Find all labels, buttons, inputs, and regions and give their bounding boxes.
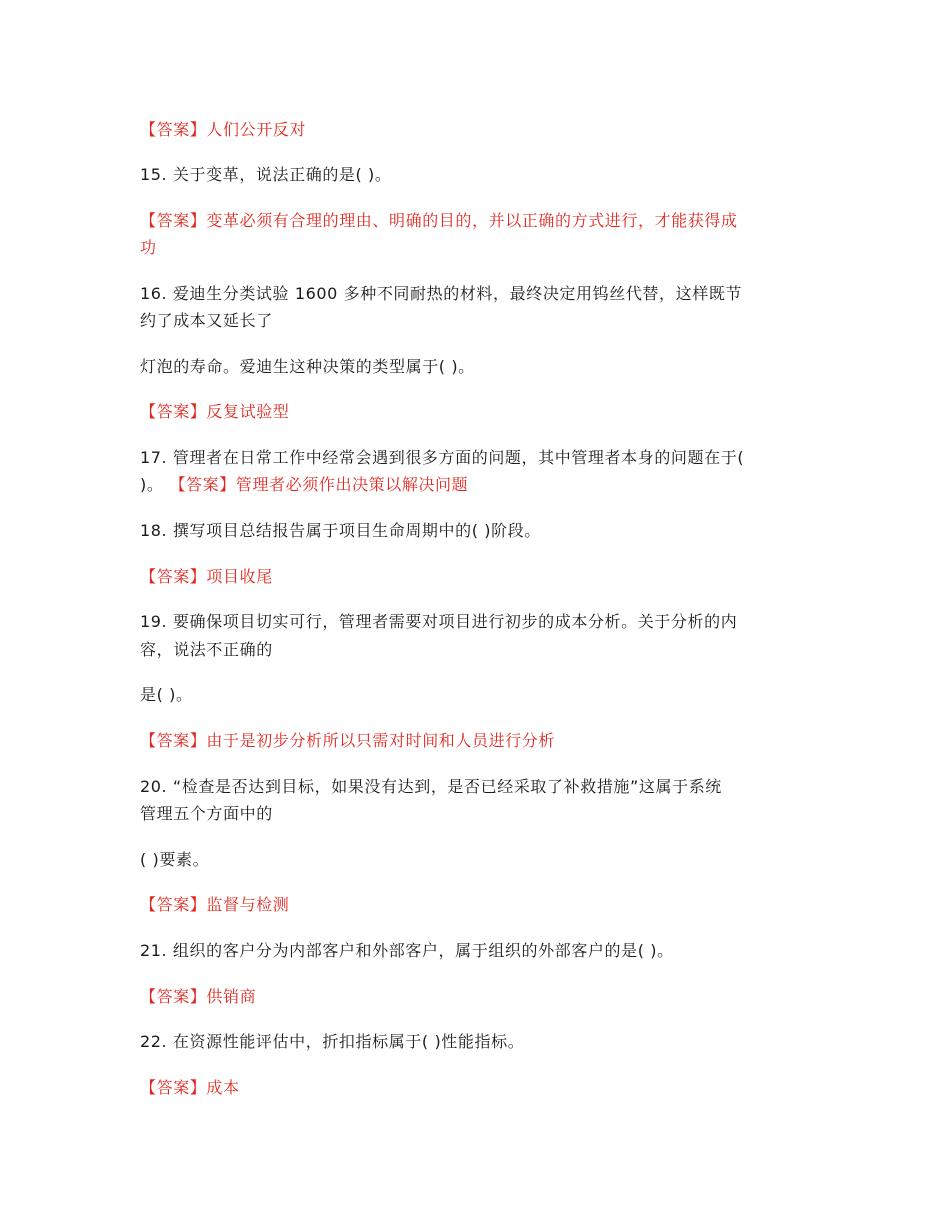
question-20-line-1: 20. “检查是否达到目标，如果没有达到，是否已经采取了补救措施”这属于系统: [140, 777, 722, 796]
answer-14: 【答案】人们公开反对: [140, 120, 307, 139]
question-18: 18. 撰写项目总结报告属于项目生命周期中的( )阶段。: [140, 521, 541, 540]
question-22: 22. 在资源性能评估中，折扣指标属于( )性能指标。: [140, 1032, 525, 1051]
question-21: 21. 组织的客户分为内部客户和外部客户，属于组织的外部客户的是( )。: [140, 941, 674, 960]
question-20-line-2: 管理五个方面中的: [140, 804, 273, 823]
answer-22: 【答案】成本: [140, 1078, 240, 1097]
question-17-tail: )。: [140, 475, 164, 494]
question-19-line-3: 是( )。: [140, 685, 193, 704]
question-16-line-1: 16. 爱迪生分类试验 1600 多种不同耐热的材料，最终决定用钨丝代替，这样既节: [140, 284, 743, 303]
answer-15-line-1: 【答案】变革必须有合理的理由、明确的目的，并以正确的方式进行，才能获得成: [140, 211, 738, 230]
question-19-line-2: 容，说法不正确的: [140, 640, 273, 659]
question-19-line-1: 19. 要确保项目切实可行，管理者需要对项目进行初步的成本分析。关于分析的内: [140, 612, 738, 631]
answer-20: 【答案】监督与检测: [140, 895, 290, 914]
answer-19: 【答案】由于是初步分析所以只需对时间和人员进行分析: [140, 731, 556, 750]
question-20-line-3: ( )要素。: [140, 850, 210, 869]
question-17-line-2: [140, 475, 810, 495]
answer-18: 【答案】项目收尾: [140, 567, 273, 586]
question-16-line-3: 灯泡的寿命。爱迪生这种决策的类型属于( )。: [140, 357, 475, 376]
answer-17: 【答案】管理者必须作出决策以解决问题: [177, 475, 469, 494]
question-16-line-2: 约了成本又延长了: [140, 311, 273, 330]
answer-15-line-2: 功: [140, 238, 157, 257]
question-17-line-1: 17. 管理者在日常工作中经常会遇到很多方面的问题，其中管理者本身的问题在于(: [140, 448, 745, 467]
answer-16: 【答案】反复试验型: [140, 402, 290, 421]
answer-21: 【答案】供销商: [140, 987, 257, 1006]
question-15: 15. 关于变革，说法正确的是( )。: [140, 165, 392, 184]
